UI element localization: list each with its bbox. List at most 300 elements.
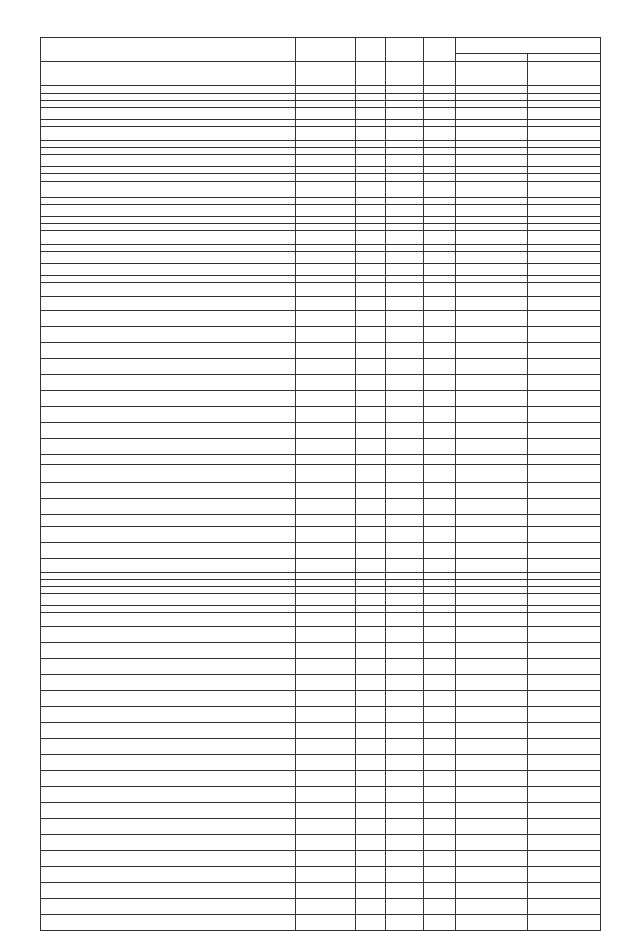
row-subsection xyxy=(386,148,424,155)
row-expense-type xyxy=(424,174,456,182)
table-row xyxy=(41,205,601,217)
row-code xyxy=(296,86,356,94)
row-code xyxy=(296,101,356,108)
row-amount-year-1 xyxy=(456,86,528,94)
row-subsection xyxy=(386,120,424,127)
row-subsection xyxy=(386,543,424,559)
row-name xyxy=(41,594,296,606)
row-subsection xyxy=(386,297,424,311)
table-row xyxy=(41,297,601,311)
row-name xyxy=(41,455,296,465)
row-subsection xyxy=(386,483,424,499)
table-row xyxy=(41,606,601,613)
row-code xyxy=(296,787,356,803)
row-amount-year-1 xyxy=(456,483,528,499)
row-name xyxy=(41,580,296,587)
row-name xyxy=(41,465,296,483)
row-section xyxy=(356,559,386,573)
row-subsection xyxy=(386,867,424,883)
row-code xyxy=(296,311,356,327)
row-section xyxy=(356,231,386,245)
row-amount-year-1 xyxy=(456,899,528,915)
row-section xyxy=(356,205,386,217)
row-name xyxy=(41,327,296,343)
row-name xyxy=(41,86,296,94)
table-row xyxy=(41,691,601,707)
table-row xyxy=(41,224,601,231)
row-section xyxy=(356,127,386,141)
row-amount-year-1 xyxy=(456,587,528,594)
table-row xyxy=(41,559,601,573)
row-expense-type xyxy=(424,499,456,515)
table-row xyxy=(41,375,601,391)
row-amount-year-2 xyxy=(528,167,601,174)
row-section xyxy=(356,182,386,198)
row-amount-year-2 xyxy=(528,803,601,819)
row-name xyxy=(41,205,296,217)
row-subsection xyxy=(386,174,424,182)
row-name xyxy=(41,311,296,327)
row-code xyxy=(296,359,356,375)
row-amount-year-1 xyxy=(456,167,528,174)
row-amount-year-1 xyxy=(456,755,528,771)
row-name xyxy=(41,675,296,691)
row-expense-type xyxy=(424,587,456,594)
row-section xyxy=(356,499,386,515)
row-amount-year-1 xyxy=(456,224,528,231)
row-amount-year-1 xyxy=(456,643,528,659)
row-name xyxy=(41,723,296,739)
row-amount-year-1 xyxy=(456,819,528,835)
table-row xyxy=(41,643,601,659)
row-section xyxy=(356,108,386,120)
table-row xyxy=(41,311,601,327)
row-amount-year-1 xyxy=(456,691,528,707)
table-row xyxy=(41,755,601,771)
row-amount-year-2 xyxy=(528,94,601,101)
row-code xyxy=(296,606,356,613)
table-row xyxy=(41,819,601,835)
row-code xyxy=(296,231,356,245)
row-amount-year-2 xyxy=(528,580,601,587)
row-name xyxy=(41,108,296,120)
row-amount-year-2 xyxy=(528,343,601,359)
row-expense-type xyxy=(424,691,456,707)
row-amount-year-1 xyxy=(456,375,528,391)
row-expense-type xyxy=(424,224,456,231)
row-expense-type xyxy=(424,198,456,205)
row-code xyxy=(296,691,356,707)
row-section xyxy=(356,311,386,327)
table-body xyxy=(41,62,601,931)
row-subsection xyxy=(386,108,424,120)
row-amount-year-1 xyxy=(456,915,528,931)
row-code xyxy=(296,515,356,527)
row-code xyxy=(296,543,356,559)
row-name xyxy=(41,245,296,252)
row-subsection xyxy=(386,375,424,391)
row-amount-year-1 xyxy=(456,101,528,108)
row-subsection xyxy=(386,155,424,167)
row-section xyxy=(356,343,386,359)
row-subsection xyxy=(386,311,424,327)
row-amount-year-1 xyxy=(456,311,528,327)
row-section xyxy=(356,573,386,580)
row-code xyxy=(296,120,356,127)
row-code xyxy=(296,899,356,915)
header-subsection xyxy=(386,38,424,62)
row-amount-year-1 xyxy=(456,580,528,587)
table-row xyxy=(41,515,601,527)
row-name xyxy=(41,755,296,771)
row-amount-year-2 xyxy=(528,606,601,613)
table-row xyxy=(41,573,601,580)
row-code xyxy=(296,217,356,224)
table-row xyxy=(41,264,601,276)
row-expense-type xyxy=(424,455,456,465)
row-section xyxy=(356,439,386,455)
row-code xyxy=(296,155,356,167)
row-code xyxy=(296,245,356,252)
row-amount-year-1 xyxy=(456,407,528,423)
row-expense-type xyxy=(424,643,456,659)
row-name xyxy=(41,359,296,375)
row-expense-type xyxy=(424,311,456,327)
row-code xyxy=(296,643,356,659)
row-section xyxy=(356,120,386,127)
row-section xyxy=(356,723,386,739)
table-row xyxy=(41,723,601,739)
row-expense-type xyxy=(424,594,456,606)
row-name xyxy=(41,707,296,723)
table-row xyxy=(41,675,601,691)
row-code xyxy=(296,62,356,86)
row-code xyxy=(296,883,356,899)
row-subsection xyxy=(386,755,424,771)
row-name xyxy=(41,252,296,264)
row-section xyxy=(356,867,386,883)
row-section xyxy=(356,94,386,101)
row-amount-year-2 xyxy=(528,375,601,391)
row-section xyxy=(356,627,386,643)
row-subsection xyxy=(386,276,424,283)
row-code xyxy=(296,343,356,359)
row-code xyxy=(296,423,356,439)
row-expense-type xyxy=(424,148,456,155)
row-subsection xyxy=(386,787,424,803)
row-amount-year-1 xyxy=(456,245,528,252)
row-expense-type xyxy=(424,359,456,375)
row-amount-year-1 xyxy=(456,264,528,276)
row-section xyxy=(356,217,386,224)
row-code xyxy=(296,739,356,755)
row-section xyxy=(356,851,386,867)
row-name xyxy=(41,94,296,101)
row-section xyxy=(356,835,386,851)
row-name xyxy=(41,283,296,297)
row-amount-year-1 xyxy=(456,205,528,217)
table-row xyxy=(41,594,601,606)
row-section xyxy=(356,86,386,94)
row-subsection xyxy=(386,835,424,851)
row-expense-type xyxy=(424,264,456,276)
row-subsection xyxy=(386,527,424,543)
row-amount-year-1 xyxy=(456,155,528,167)
row-subsection xyxy=(386,231,424,245)
row-name xyxy=(41,101,296,108)
row-amount-year-2 xyxy=(528,771,601,787)
row-subsection xyxy=(386,465,424,483)
row-name xyxy=(41,155,296,167)
table-row xyxy=(41,499,601,515)
row-subsection xyxy=(386,141,424,148)
row-subsection xyxy=(386,94,424,101)
row-amount-year-1 xyxy=(456,182,528,198)
table-row xyxy=(41,94,601,101)
header-expense-type xyxy=(424,38,456,62)
row-name xyxy=(41,198,296,205)
header-amount xyxy=(456,38,601,54)
row-amount-year-2 xyxy=(528,120,601,127)
row-amount-year-2 xyxy=(528,835,601,851)
row-amount-year-1 xyxy=(456,327,528,343)
row-amount-year-1 xyxy=(456,127,528,141)
row-subsection xyxy=(386,587,424,594)
row-name xyxy=(41,167,296,174)
row-subsection xyxy=(386,327,424,343)
row-section xyxy=(356,264,386,276)
row-section xyxy=(356,643,386,659)
row-section xyxy=(356,527,386,543)
row-section xyxy=(356,613,386,627)
table-row xyxy=(41,580,601,587)
row-amount-year-1 xyxy=(456,527,528,543)
row-expense-type xyxy=(424,245,456,252)
row-amount-year-2 xyxy=(528,198,601,205)
row-subsection xyxy=(386,915,424,931)
row-code xyxy=(296,407,356,423)
row-amount-year-2 xyxy=(528,455,601,465)
table-row xyxy=(41,245,601,252)
row-name xyxy=(41,606,296,613)
table-row xyxy=(41,252,601,264)
row-name xyxy=(41,182,296,198)
row-name xyxy=(41,224,296,231)
row-section xyxy=(356,297,386,311)
table-row xyxy=(41,803,601,819)
row-amount-year-1 xyxy=(456,867,528,883)
row-subsection xyxy=(386,659,424,675)
row-expense-type xyxy=(424,108,456,120)
row-section xyxy=(356,771,386,787)
row-amount-year-2 xyxy=(528,527,601,543)
row-expense-type xyxy=(424,755,456,771)
row-code xyxy=(296,587,356,594)
row-amount-year-2 xyxy=(528,297,601,311)
row-code xyxy=(296,483,356,499)
row-subsection xyxy=(386,723,424,739)
row-code xyxy=(296,283,356,297)
row-amount-year-1 xyxy=(456,559,528,573)
row-subsection xyxy=(386,252,424,264)
table-row xyxy=(41,155,601,167)
row-subsection xyxy=(386,455,424,465)
row-section xyxy=(356,543,386,559)
row-amount-year-2 xyxy=(528,883,601,899)
row-subsection xyxy=(386,515,424,527)
row-amount-year-2 xyxy=(528,327,601,343)
row-name xyxy=(41,515,296,527)
row-amount-year-1 xyxy=(456,455,528,465)
row-amount-year-1 xyxy=(456,94,528,101)
row-code xyxy=(296,264,356,276)
row-code xyxy=(296,252,356,264)
row-section xyxy=(356,174,386,182)
row-expense-type xyxy=(424,252,456,264)
row-code xyxy=(296,835,356,851)
row-subsection xyxy=(386,359,424,375)
table-row xyxy=(41,407,601,423)
row-expense-type xyxy=(424,707,456,723)
row-amount-year-1 xyxy=(456,707,528,723)
row-name xyxy=(41,739,296,755)
row-name xyxy=(41,499,296,515)
row-amount-year-2 xyxy=(528,224,601,231)
row-section xyxy=(356,276,386,283)
row-subsection xyxy=(386,883,424,899)
row-amount-year-2 xyxy=(528,627,601,643)
row-subsection xyxy=(386,606,424,613)
row-amount-year-2 xyxy=(528,148,601,155)
row-subsection xyxy=(386,803,424,819)
row-name xyxy=(41,141,296,148)
row-code xyxy=(296,559,356,573)
table-row xyxy=(41,327,601,343)
row-expense-type xyxy=(424,283,456,297)
row-code xyxy=(296,803,356,819)
row-section xyxy=(356,803,386,819)
row-amount-year-1 xyxy=(456,787,528,803)
row-amount-year-2 xyxy=(528,613,601,627)
row-section xyxy=(356,375,386,391)
row-amount-year-1 xyxy=(456,465,528,483)
table-header xyxy=(41,38,601,62)
row-section xyxy=(356,101,386,108)
row-expense-type xyxy=(424,819,456,835)
budget-table xyxy=(40,37,601,931)
row-subsection xyxy=(386,707,424,723)
row-amount-year-2 xyxy=(528,141,601,148)
row-expense-type xyxy=(424,573,456,580)
row-name xyxy=(41,297,296,311)
row-subsection xyxy=(386,264,424,276)
row-expense-type xyxy=(424,120,456,127)
row-subsection xyxy=(386,594,424,606)
row-amount-year-1 xyxy=(456,627,528,643)
table-row xyxy=(41,627,601,643)
row-name xyxy=(41,391,296,407)
row-name xyxy=(41,559,296,573)
row-amount-year-1 xyxy=(456,659,528,675)
row-amount-year-2 xyxy=(528,499,601,515)
row-expense-type xyxy=(424,407,456,423)
row-name xyxy=(41,627,296,643)
row-section xyxy=(356,883,386,899)
row-amount-year-2 xyxy=(528,543,601,559)
row-code xyxy=(296,391,356,407)
header-year-1 xyxy=(456,54,528,62)
row-amount-year-2 xyxy=(528,915,601,931)
table-row xyxy=(41,182,601,198)
table-row xyxy=(41,391,601,407)
row-name xyxy=(41,803,296,819)
table-row xyxy=(41,867,601,883)
row-code xyxy=(296,675,356,691)
row-name xyxy=(41,835,296,851)
row-amount-year-2 xyxy=(528,691,601,707)
row-amount-year-1 xyxy=(456,573,528,580)
row-name xyxy=(41,613,296,627)
row-amount-year-2 xyxy=(528,311,601,327)
row-code xyxy=(296,375,356,391)
table-row xyxy=(41,899,601,915)
row-expense-type xyxy=(424,867,456,883)
row-amount-year-1 xyxy=(456,359,528,375)
row-section xyxy=(356,167,386,174)
row-subsection xyxy=(386,580,424,587)
row-section xyxy=(356,155,386,167)
table-row xyxy=(41,283,601,297)
row-name xyxy=(41,659,296,675)
row-amount-year-2 xyxy=(528,359,601,375)
table-row xyxy=(41,101,601,108)
row-name xyxy=(41,643,296,659)
row-section xyxy=(356,675,386,691)
row-amount-year-1 xyxy=(456,543,528,559)
row-amount-year-1 xyxy=(456,499,528,515)
row-expense-type xyxy=(424,659,456,675)
row-amount-year-1 xyxy=(456,675,528,691)
row-amount-year-2 xyxy=(528,643,601,659)
row-amount-year-1 xyxy=(456,803,528,819)
row-subsection xyxy=(386,101,424,108)
row-amount-year-2 xyxy=(528,723,601,739)
row-section xyxy=(356,915,386,931)
row-name xyxy=(41,343,296,359)
row-section xyxy=(356,245,386,252)
row-amount-year-2 xyxy=(528,252,601,264)
row-name xyxy=(41,264,296,276)
row-expense-type xyxy=(424,62,456,86)
row-section xyxy=(356,359,386,375)
table-row xyxy=(41,174,601,182)
row-subsection xyxy=(386,771,424,787)
row-section xyxy=(356,198,386,205)
row-name xyxy=(41,819,296,835)
row-code xyxy=(296,108,356,120)
row-expense-type xyxy=(424,915,456,931)
row-amount-year-1 xyxy=(456,231,528,245)
row-subsection xyxy=(386,62,424,86)
row-name xyxy=(41,483,296,499)
row-expense-type xyxy=(424,439,456,455)
row-amount-year-2 xyxy=(528,155,601,167)
row-expense-type xyxy=(424,675,456,691)
row-subsection xyxy=(386,127,424,141)
row-expense-type xyxy=(424,559,456,573)
row-amount-year-2 xyxy=(528,182,601,198)
row-subsection xyxy=(386,613,424,627)
